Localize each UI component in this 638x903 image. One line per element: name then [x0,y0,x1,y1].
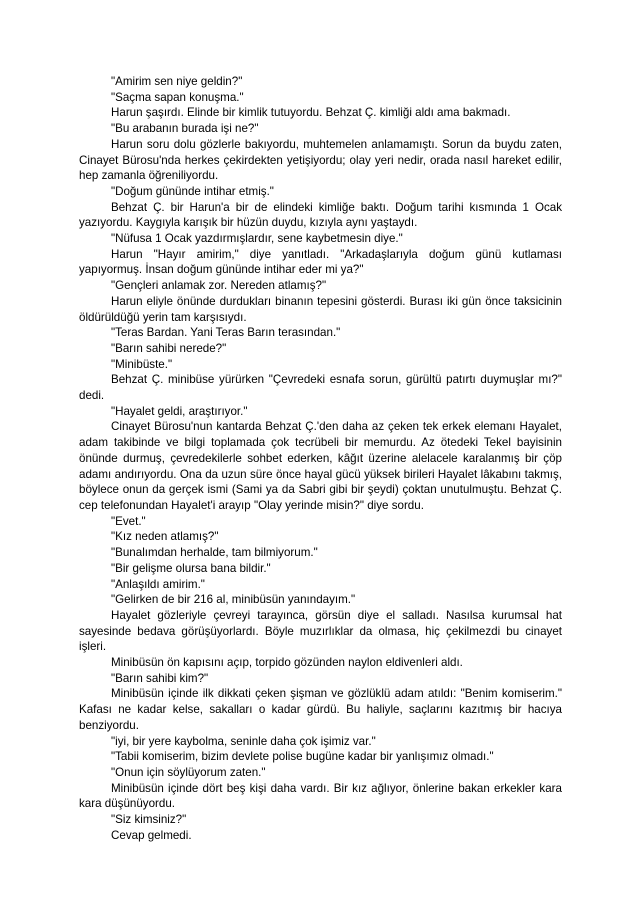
paragraph: "Gençleri anlamak zor. Nereden atlamış?" [111,279,327,293]
paragraph: Behzat Ç. minibüse yürürken "Çevredeki esnafa sorun, gürültü patırtı duymuşlar mı?" dedi. [79,373,562,403]
paragraph: "Gelirken de bir 216 al, minibüsün yanındayım." [111,593,356,607]
body-text [79,74,562,843]
paragraph: "Tabii komiserim, bizim devlete polise bugüne kadar bir yanlışımız olmadı." [111,750,494,764]
paragraph: "Bir gelişme olursa bana bildir." [111,561,271,575]
paragraph: Harun şaşırdı. Elinde bir kimlik tutuyordu. Behzat Ç. kimliği aldı ama bakmadı. [111,106,511,120]
paragraph: "Barın sahibi nerede?" [111,341,227,355]
paragraph: Harun eliyle önünde durdukları binanın tepesini gösterdi. Burası iki gün önce taksicinin öldürüldüğü yerin tam karşısıydı. [79,294,562,324]
paragraph: Harun "Hayır amirim," diye yanıtladı. "Arkadaşlarıyla doğum günü kutlaması yapıyormuş. İnsan doğum gününde intihar eder mi ya?" [79,247,562,277]
paragraph: "Bu arabanın burada işi ne?" [111,122,259,136]
paragraph: "Teras Bardan. Yani Teras Barın terasından." [111,326,341,340]
paragraph: "Amirim sen niye geldin?" [111,75,243,88]
paragraph: Minibüsün içinde dört beş kişi daha vardı. Bir kız ağlıyor, önlerine bakan erkekler kara kara düşünüyordu. [79,781,562,811]
paragraph: "Evet." [111,514,146,528]
paragraph: "Kız neden atlamış?" [111,530,219,544]
paragraph: Minibüsün içinde ilk dikkati çeken şişman ve gözlüklü adam atıldı: "Benim komiserim." Kafası ne kadar kelse, sakalları o kadar gürdü. Bu haliyle, saçlarını kazıtmış bir hacıya benziyordu. [79,687,562,732]
paragraph: Behzat Ç. bir Harun'a bir de elindeki kimliğe baktı. Doğum tarihi kısmında 1 Ocak yazıyordu. Kaygıyla karışık bir hüzün duydu, kızıyla aynı yaştaydı. [79,200,562,230]
paragraph: "Hayalet geldi, araştırıyor." [111,404,248,418]
paragraph: "Siz kimsiniz?" [111,813,187,827]
paragraph: "Saçma sapan konuşma." [111,90,244,104]
paragraph: "iyi, bir yere kaybolma, seninle daha çok işimiz var." [111,734,376,748]
paragraph: "Nüfusa 1 Ocak yazdırmışlardır, sene kaybetmesin diye." [111,232,403,246]
paragraph: "Onun için söylüyorum zaten." [111,765,266,779]
paragraph: "Barın sahibi kim?" [111,671,209,685]
paragraph: "Doğum gününde intihar etmiş." [111,184,274,198]
paragraph: Minibüsün ön kapısını açıp, torpido gözünden naylon eldivenleri aldı. [111,656,463,670]
paragraph: Hayalet gözleriyle çevreyi tarayınca, görsün diye el salladı. Nasılsa kurumsal hat sayesinde bedava görüşüyorlardı. Böyle muzırlıklar da olmasa, hiç çekilmezdi bu cinayet işleri. [79,608,562,654]
paragraph: "Minibüste." [111,357,173,371]
paragraph: Cinayet Bürosu'nun kantarda Behzat Ç.'den daha az çeken tek erkek elemanı Hayalet, adam takibinde ve bilgi toplamada çok tecrübeli bir memurdu. Az ötedeki Tekel bayisinin önünde durmuş, çevredekilerle sohbet ederken, kâğıt üzerine alelacele karalanmış bir çöp adamı andırıyordu. Ona da uzun süre önce hayal gücü yüksek birileri Hayalet lâkabını takmış, böylece onun da gerçek ismi (Sami ya da Sabri gibi bir şeydi) çoktan unutulmuştu. Behzat Ç. cep telefonundan Hayalet'i arayıp "Olay yerinde misin?" diye sordu. [79,420,562,512]
paragraph: "Anlaşıldı amirim." [111,577,205,591]
paragraph: Cevap gelmedi. [111,828,192,842]
paragraph: "Bunalımdan herhalde, tam bilmiyorum." [111,546,318,560]
paragraph: Harun soru dolu gözlerle bakıyordu, muhtemelen anlamamıştı. Sorun da buydu zaten, Cinayet Bürosu'nda herkes çekirdekten yetişiyordu; olay yeri nedir, orada nasıl hareket edilir, hep zamanla öğreniliyordu. [79,137,562,183]
